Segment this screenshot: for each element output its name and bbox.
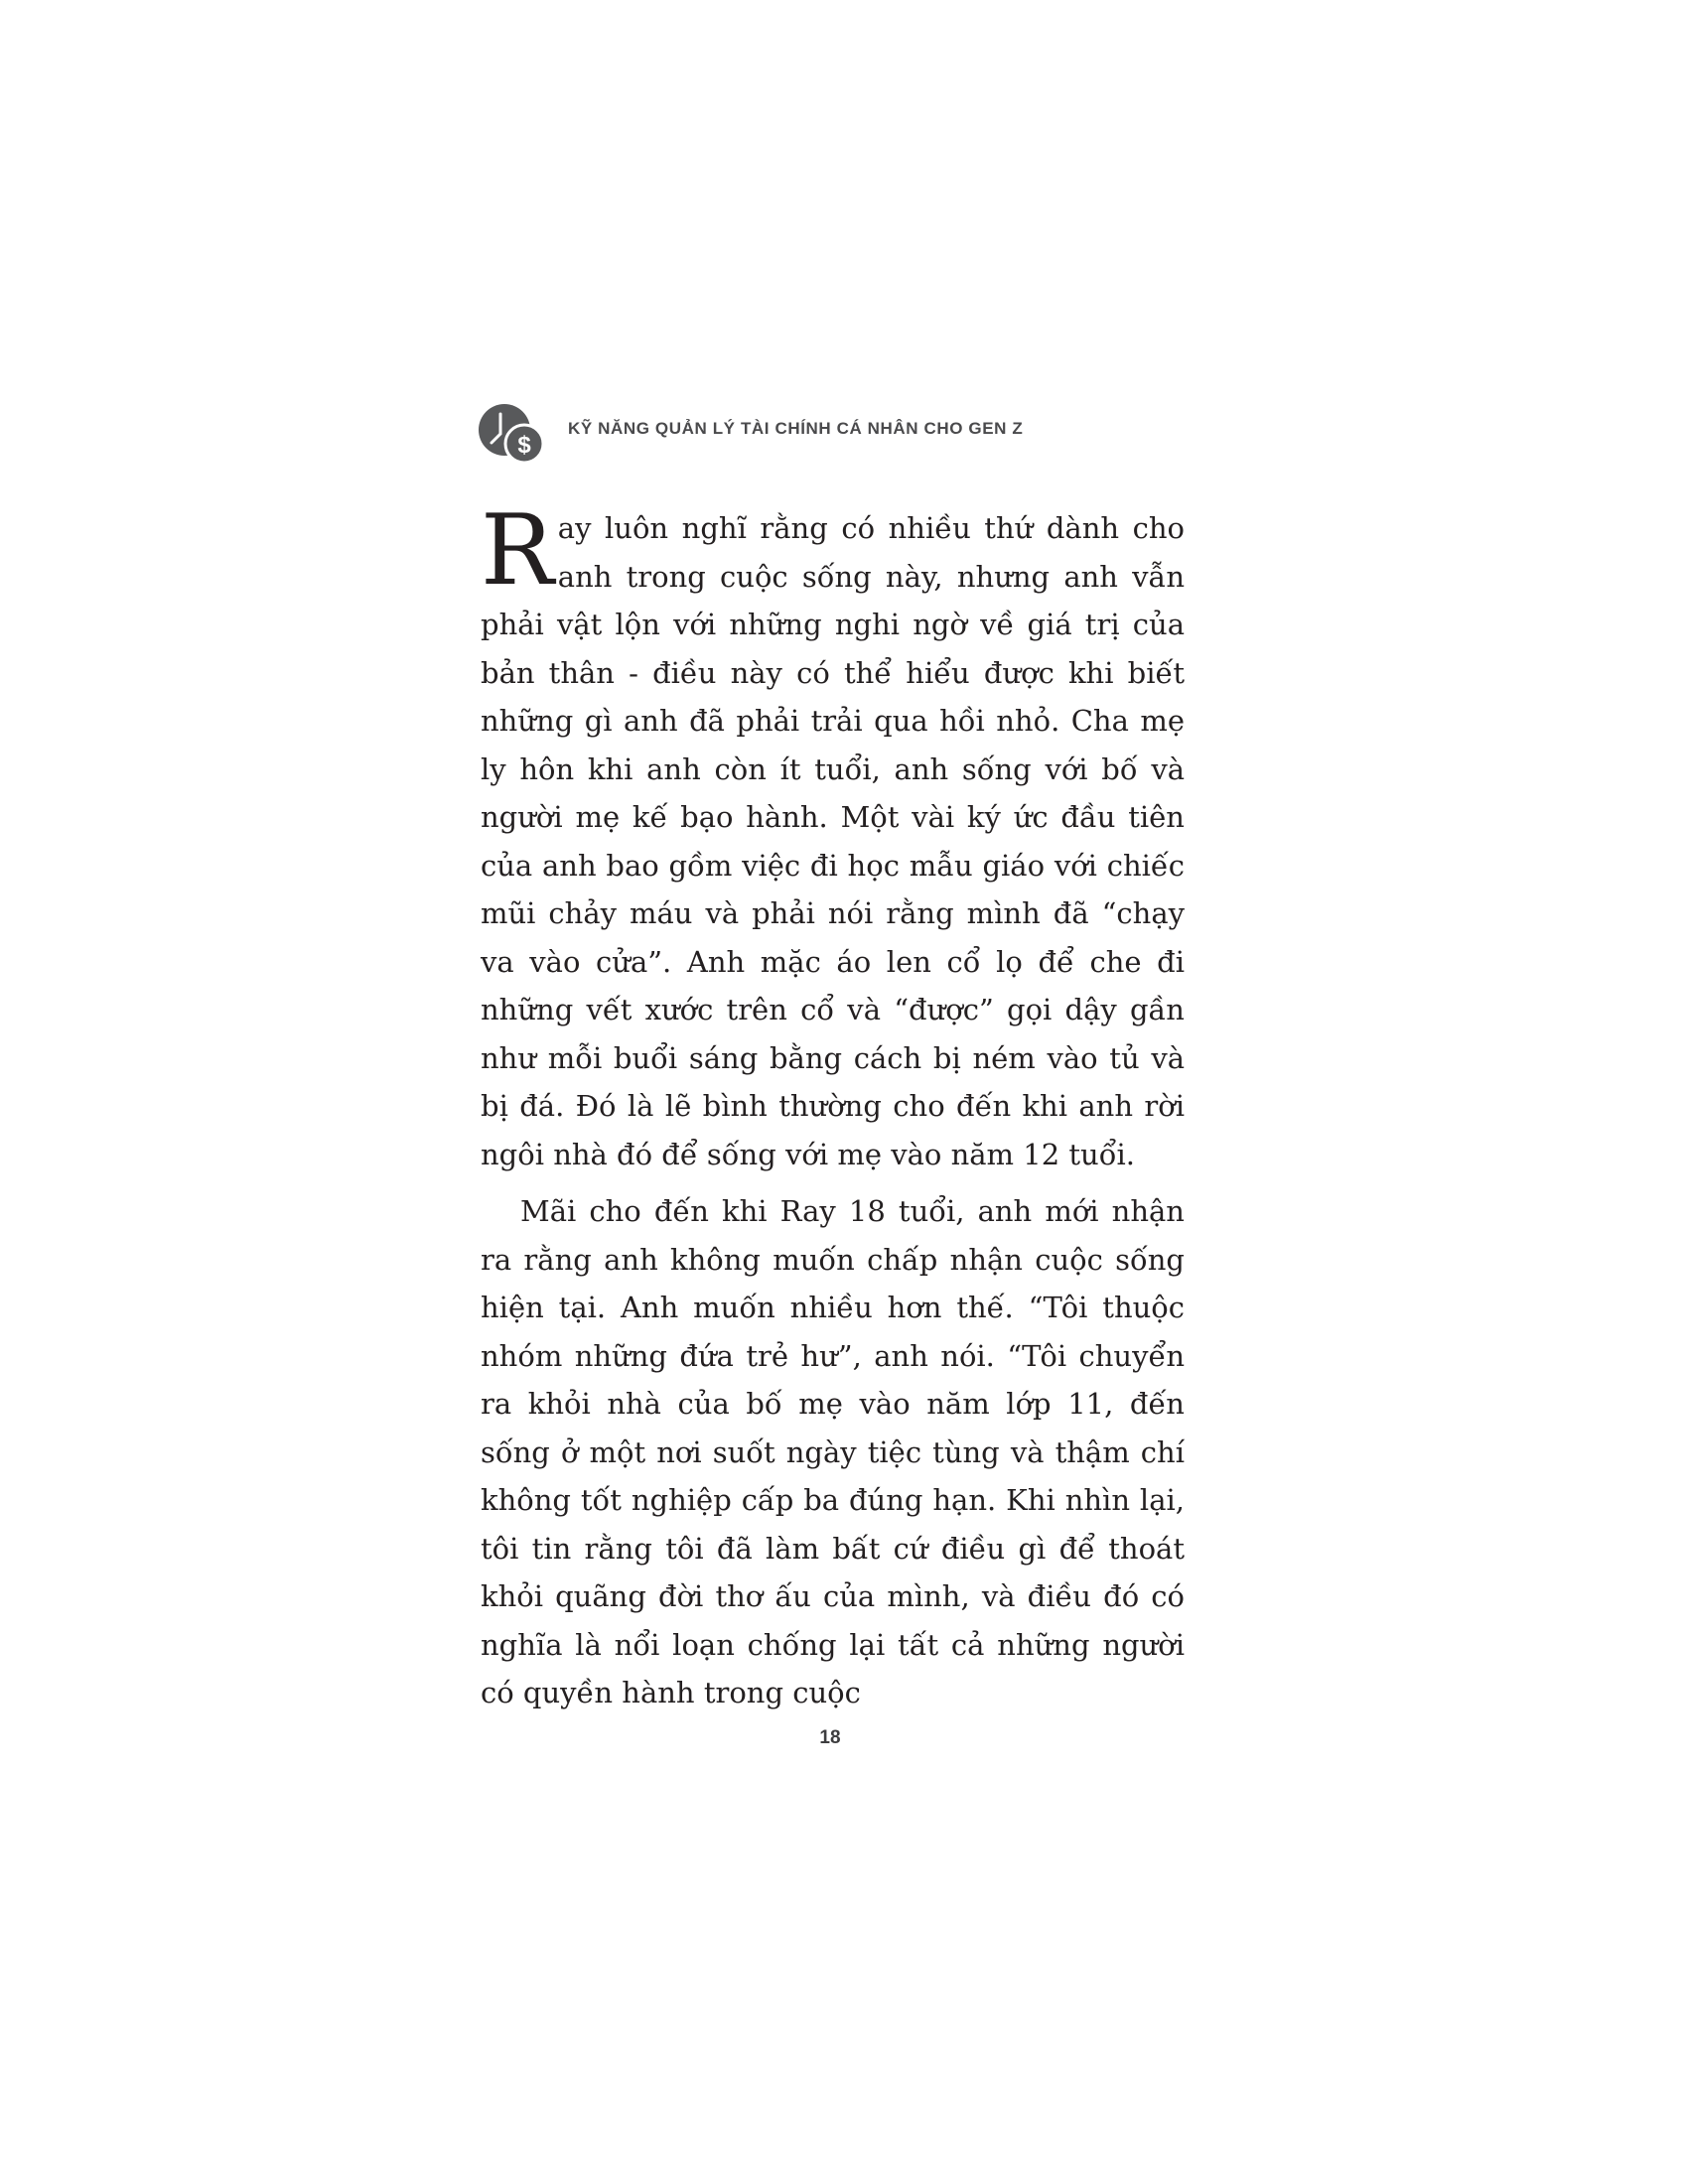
clock-dollar-logo-icon: [477, 398, 556, 468]
body-text: [481, 494, 1185, 1717]
paragraph-1: [481, 494, 1185, 1178]
paragraph-2: Mãi cho đến khi Ray 18 tuổi, anh mới nhận ra rằng anh không muốn chấp nhận cuộc sống hiện tại. Anh muốn nhiều hơn thế. “Tôi thuộc nhóm những đứa trẻ hư”, anh nói. “Tôi chuyển ra khỏi nhà của bố mẹ vào năm lớp 11, đến sống ở một nơi suốt ngày tiệc tùng và thậm chí không tốt nghiệp cấp ba đúng hạn. Khi nhìn lại, tôi tin rằng tôi đã làm bất cứ điều gì để thoát khỏi quãng đời thơ ấu của mình, và điều đó có nghĩa là nổi loạn chống lại tất cả những người có quyền hành trong cuộc: [481, 1194, 1185, 1709]
page-number: 18: [819, 1727, 841, 1748]
svg-text:$: $: [517, 432, 531, 459]
running-header: [477, 398, 1023, 468]
paragraph-1-text: ay luôn nghĩ rằng có nhiều thứ dành cho anh trong cuộc sống này, nhưng anh vẫn phải vật lộn với những nghi ngờ về giá trị của bản thân - điều này có thể hiểu được khi biết những gì anh đã phải trải qua hồi nhỏ. Cha mẹ ly hôn khi anh còn ít tuổi, anh sống với bố và người mẹ kế bạo hành. Một vài ký ức đầu tiên của anh bao gồm việc đi học mẫu giáo với chiếc mũi chảy máu và phải nói rằng mình đã “chạy va vào cửa”. Anh mặc áo len cổ lọ để che đi những vết xước trên cổ và “được” gọi dậy gần như mỗi buổi sáng bằng cách bị ném vào tủ và bị đá. Đó là lẽ bình thường cho đến khi anh rời ngôi nhà đó để sống với mẹ vào năm 12 tuổi.: [481, 511, 1185, 1171]
drop-cap: R: [481, 494, 554, 608]
book-title-header: KỸ NĂNG QUẢN LÝ TÀI CHÍNH CÁ NHÂN CHO GEN Z: [568, 419, 1024, 438]
